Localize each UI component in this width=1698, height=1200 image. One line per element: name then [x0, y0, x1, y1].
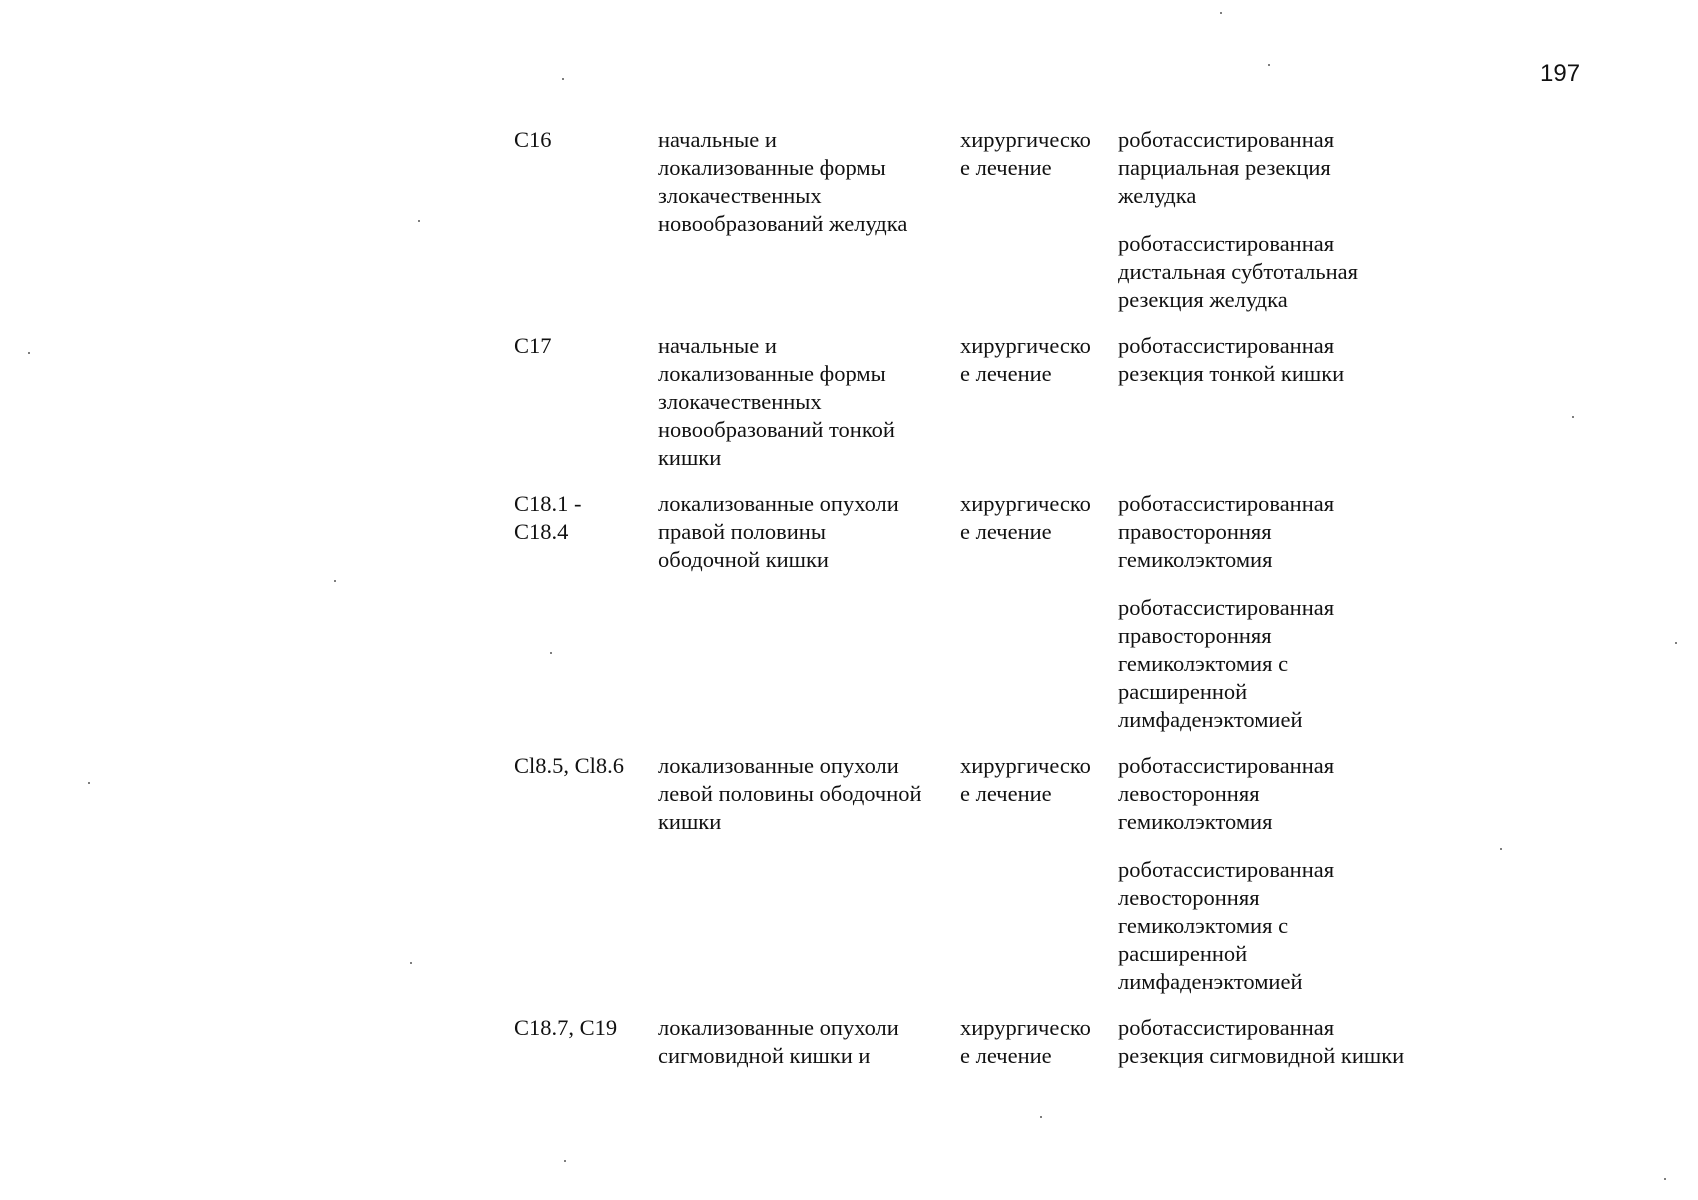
icd-code: C16 — [514, 127, 552, 152]
diagnosis-line: локализованные опухоли — [658, 491, 899, 516]
icd-code-cell — [514, 752, 658, 1014]
treatment-type-cell — [960, 1014, 1118, 1088]
treatment-type-line: хирургическо — [960, 753, 1091, 778]
icd-code: C18.7, C19 — [514, 1015, 618, 1040]
treatment-type-cell — [960, 332, 1118, 490]
icd-code: C18.4 — [514, 519, 569, 544]
method-item — [1118, 856, 1474, 996]
method-item — [1118, 126, 1474, 210]
scan-speck — [1664, 1178, 1666, 1180]
method-line: желудка — [1118, 183, 1197, 208]
diagnosis-line: локализованные формы — [658, 155, 886, 180]
method-item — [1118, 752, 1474, 836]
method-line: дистальная субтотальная — [1118, 259, 1358, 284]
method-line: гемиколэктомия — [1118, 809, 1273, 834]
treatment-type-cell — [960, 490, 1118, 752]
treatment-type-line: хирургическо — [960, 333, 1091, 358]
method-line: роботассистированная — [1118, 491, 1335, 516]
diagnosis-line: локализованные формы — [658, 361, 886, 386]
method-line: левосторонняя — [1118, 781, 1260, 806]
diagnosis-line: локализованные опухоли — [658, 753, 899, 778]
method-cell — [1118, 126, 1474, 332]
scan-speck — [410, 962, 412, 964]
scan-speck — [1268, 64, 1270, 66]
method-line: роботассистированная — [1118, 333, 1335, 358]
diagnosis-line: левой половины ободочной — [658, 781, 922, 806]
method-line: парциальная резекция — [1118, 155, 1331, 180]
diagnosis-line: локализованные опухоли — [658, 1015, 899, 1040]
diagnosis-line: правой половины — [658, 519, 826, 544]
treatment-type-line: е лечение — [960, 361, 1052, 386]
method-line: правосторонняя — [1118, 623, 1272, 648]
diagnosis-line: новообразований тонкой — [658, 417, 895, 442]
diagnosis-cell — [658, 490, 960, 752]
treatment-type-cell — [960, 752, 1118, 1014]
diagnosis-line: начальные и — [658, 333, 777, 358]
treatment-table — [514, 126, 1474, 1088]
diagnosis-line: начальные и — [658, 127, 777, 152]
method-line: роботассистированная — [1118, 127, 1335, 152]
diagnosis-line: ободочной кишки — [658, 547, 829, 572]
scan-speck — [1040, 1116, 1042, 1118]
method-line: расширенной — [1118, 679, 1248, 704]
diagnosis-line: злокачественных — [658, 183, 822, 208]
diagnosis-line: кишки — [658, 809, 722, 834]
method-item — [1118, 230, 1474, 314]
diagnosis-cell — [658, 126, 960, 332]
scan-speck — [1572, 416, 1574, 418]
method-cell — [1118, 490, 1474, 752]
method-line: расширенной — [1118, 941, 1248, 966]
icd-code-cell — [514, 490, 658, 752]
method-item — [1118, 332, 1474, 388]
scan-speck — [334, 580, 336, 582]
treatment-type-line: хирургическо — [960, 491, 1091, 516]
treatment-type-line: е лечение — [960, 781, 1052, 806]
method-item — [1118, 490, 1474, 574]
method-cell — [1118, 332, 1474, 490]
method-line: резекция тонкой кишки — [1118, 361, 1345, 386]
treatment-type-line: хирургическо — [960, 1015, 1091, 1040]
scan-speck — [562, 78, 564, 80]
method-line: гемиколэктомия с — [1118, 651, 1289, 676]
treatment-type-cell — [960, 126, 1118, 332]
method-line: роботассистированная — [1118, 231, 1335, 256]
diagnosis-cell — [658, 332, 960, 490]
icd-code: C18.1 - — [514, 491, 582, 516]
method-cell — [1118, 1014, 1474, 1088]
diagnosis-line: новообразований желудка — [658, 211, 908, 236]
scan-speck — [1675, 642, 1677, 644]
method-line: роботассистированная — [1118, 1015, 1335, 1040]
method-line: гемиколэктомия с — [1118, 913, 1289, 938]
scan-speck — [1500, 848, 1502, 850]
table-row — [514, 1014, 1474, 1088]
method-line: резекция сигмовидной кишки — [1118, 1043, 1405, 1068]
table-row — [514, 490, 1474, 752]
method-line: резекция желудка — [1118, 287, 1288, 312]
diagnosis-line: кишки — [658, 445, 722, 470]
diagnosis-line: злокачественных — [658, 389, 822, 414]
treatment-type-line: хирургическо — [960, 127, 1091, 152]
diagnosis-cell — [658, 752, 960, 1014]
method-line: роботассистированная — [1118, 753, 1335, 778]
scan-speck — [1220, 12, 1222, 14]
icd-code-cell — [514, 126, 658, 332]
icd-code-cell — [514, 1014, 658, 1088]
method-line: правосторонняя — [1118, 519, 1272, 544]
table-row — [514, 126, 1474, 332]
icd-code-cell — [514, 332, 658, 490]
icd-code: Cl8.5, Cl8.6 — [514, 753, 625, 778]
table-row — [514, 752, 1474, 1014]
scan-speck — [28, 352, 30, 354]
method-line: гемиколэктомия — [1118, 547, 1273, 572]
table-row — [514, 332, 1474, 490]
treatment-type-line: е лечение — [960, 1043, 1052, 1068]
method-line: левосторонняя — [1118, 885, 1260, 910]
scan-speck — [564, 1160, 566, 1162]
scan-speck — [550, 652, 552, 654]
diagnosis-cell — [658, 1014, 960, 1088]
scan-speck — [418, 220, 420, 222]
method-line: роботассистированная — [1118, 857, 1335, 882]
diagnosis-line: сигмовидной кишки и — [658, 1043, 871, 1068]
page-number: 197 — [1540, 60, 1581, 87]
method-line: роботассистированная — [1118, 595, 1335, 620]
method-cell — [1118, 752, 1474, 1014]
method-item — [1118, 1014, 1474, 1070]
method-line: лимфаденэктомией — [1118, 969, 1303, 994]
treatment-type-line: е лечение — [960, 155, 1052, 180]
treatment-type-line: е лечение — [960, 519, 1052, 544]
scan-speck — [88, 782, 90, 784]
icd-code: C17 — [514, 333, 552, 358]
method-item — [1118, 594, 1474, 734]
method-line: лимфаденэктомией — [1118, 707, 1303, 732]
